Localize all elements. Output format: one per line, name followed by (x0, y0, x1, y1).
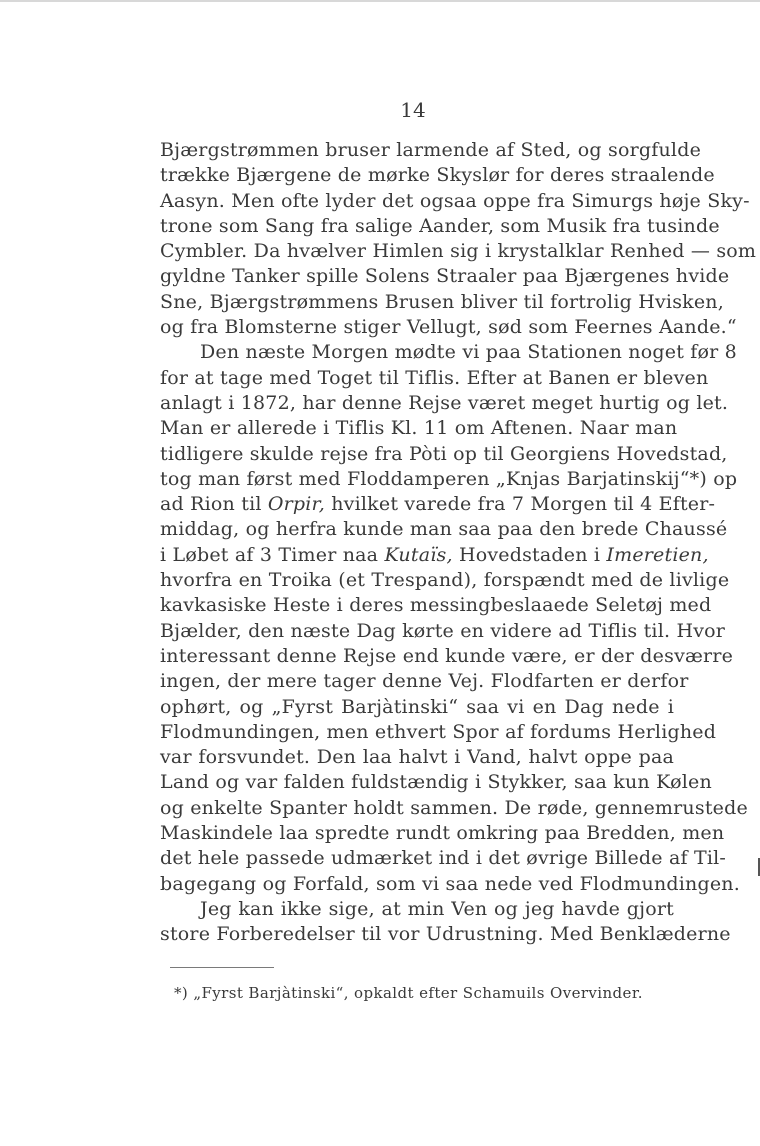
text-span: i Løbet af 3 Timer naa (160, 543, 385, 566)
text-line: ingen, der mere tager denne Vej. Flodfarten er derfor (160, 670, 689, 693)
italic-place-name: Imeretien, (606, 543, 709, 566)
body-text (160, 138, 757, 948)
text-line: interessant denne Rejse end kunde være, er der desværre (160, 644, 734, 667)
italic-place-name: Orpir, (267, 493, 325, 516)
text-line: bagegang og Forfald, som vi saa nede ved Flodmundingen. (160, 872, 740, 895)
text-line: store Forberedelser til vor Udrustning. Med Benklæderne (160, 923, 731, 946)
text-line: Maskindele laa spredte rundt omkring paa Bredden, men (160, 822, 725, 845)
text-span: Hovedstaden i (452, 543, 607, 566)
text-line: Land og var falden fuldstændig i Stykker, saa kun Kølen (160, 771, 712, 794)
text-line: Bjærgstrømmen bruser larmende af Sted, og sorgfulde (160, 139, 702, 161)
text-line: Bjælder, den næste Dag kørte en videre ad Tiflis til. Hvor (160, 619, 726, 642)
text-line: ophørt, og „Fyrst Barjàtinski“ saa vi en Dag nede i (160, 695, 674, 718)
text-line: kavkasiske Heste i deres messingbeslaaede Seletøj med (160, 594, 712, 617)
footnote-divider (170, 967, 274, 968)
page-number: 14 (400, 98, 426, 122)
text-line: hvorfra en Troika (et Trespand), forspændt med de livlige (160, 569, 730, 592)
text-line: Cymbler. Da hvælver Himlen sig i krystalklar Renhed — som (160, 240, 757, 263)
text-span: ad Rion til (160, 493, 268, 516)
text-line: Jeg kan ikke sige, at min Ven og jeg havde gjort (200, 897, 674, 920)
text-line: tog man først med Floddamperen „Knjas Barjatinskij“*) op (160, 467, 738, 490)
text-line: trone som Sang fra salige Aander, som Musik fra tusinde (160, 214, 720, 237)
text-line: Den næste Morgen mødte vi paa Stationen noget før 8 (200, 341, 737, 364)
italic-place-name: Kutaïs, (384, 543, 453, 566)
text-line: var forsvundet. Den laa halvt i Vand, halvt oppe paa (160, 746, 674, 769)
text-line: Sne, Bjærgstrømmens Brusen bliver til fortrolig Hvisken, (160, 290, 724, 313)
text-line: anlagt i 1872, har denne Rejse været meget hurtig og let. (160, 391, 729, 414)
text-line: for at tage med Toget til Tiflis. Efter at Banen er bleven (160, 366, 709, 389)
text-line: Aasyn. Men ofte lyder det ogsaa oppe fra Simurgs høje Sky- (160, 189, 750, 212)
text-span: hvilket varede fra 7 Morgen til 4 Efter- (325, 493, 716, 516)
text-line: tidligere skulde rejse fra Pòti op til Georgiens Hovedstad, (160, 442, 728, 465)
text-line: middag, og herfra kunde man saa paa den brede Chaussé (160, 518, 728, 541)
text-line: Man er allerede i Tiflis Kl. 11 om Aftenen. Naar man (160, 417, 678, 440)
footnote: *) „Fyrst Barjàtinski“, opkaldt efter Schamuils Overvinder. (174, 984, 643, 1002)
text-line: Flodmundingen, men ethvert Spor af fordums Herlighed (160, 720, 717, 743)
text-line-mixed (160, 492, 716, 517)
page-top-edge (0, 0, 760, 2)
text-line: trække Bjærgene de mørke Skyslør for deres straalende (160, 164, 715, 187)
text-line-mixed (160, 543, 709, 568)
text-line: det hele passede udmærket ind i det øvrige Billede af Til- (160, 847, 727, 870)
text-line: gyldne Tanker spille Solens Straaler paa Bjærgenes hvide (160, 265, 730, 288)
text-line: og fra Blomsterne stiger Vellugt, sød som Feernes Aande.“ (160, 316, 737, 339)
text-line: og enkelte Spanter holdt sammen. De røde, gennemrustede (160, 796, 748, 819)
